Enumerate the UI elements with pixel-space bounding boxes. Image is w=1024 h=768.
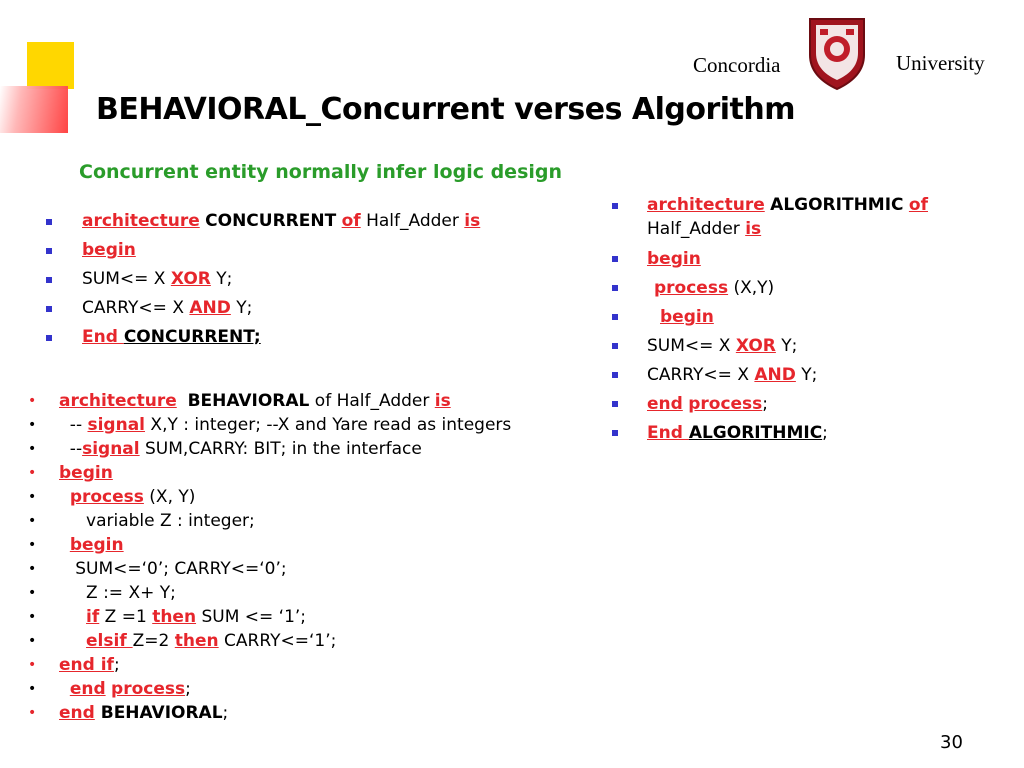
code-text: CARRY<= X [82,298,190,318]
keyword: is [464,211,481,231]
code-text: -- [59,439,83,459]
code-identifier: BEHAVIORAL [187,391,310,411]
keyword: architecture [647,195,765,215]
code-text: Y; [775,336,798,356]
code-line [59,557,511,581]
code-line [59,677,511,701]
code-identifier: CONCURRENT [205,211,337,231]
keyword: is [434,391,451,411]
keyword: end [69,679,106,699]
slide-subtitle: Concurrent entity normally infer logic design [79,161,563,183]
code-line [59,533,511,557]
keyword: end [647,394,683,414]
code-line [59,653,511,677]
code-text: of Half_Adder [309,391,435,411]
keyword: then [152,607,197,627]
university-crest-icon [806,15,868,91]
behavioral-code-list [59,389,511,725]
keyword: process [69,487,144,507]
code-text: ; [762,394,769,414]
code-line [647,361,987,390]
code-text [59,607,86,627]
code-text [59,679,70,699]
code-line [59,437,511,461]
keyword: AND [189,298,231,318]
code-identifier: ALGORITHMIC [688,423,823,443]
keyword: XOR [170,269,211,289]
code-line [59,605,511,629]
concurrent-code-list [82,207,480,352]
code-identifier: BEHAVIORAL [94,703,223,723]
code-line [82,265,480,294]
code-line [59,701,511,725]
code-text: CARRY<=‘1’; [218,631,337,651]
code-text: SUM <= ‘1’; [196,607,307,627]
code-text: Z := X+ Y; [59,583,176,603]
keyword: process [688,394,763,414]
code-text: Half_Adder [366,211,459,231]
code-text: ; [222,703,229,723]
code-text: SUM<= X [647,336,736,356]
brand-concordia: Concordia [693,53,781,77]
keyword: signal [82,439,140,459]
code-text: X,Y : integer; --X and Yare read as integers [145,415,512,435]
page-number: 30 [940,732,963,753]
code-text: Half_Adder [647,219,740,239]
code-text: ; [113,655,120,675]
code-line [647,274,987,303]
code-identifier: ALGORITHMIC [770,195,904,215]
brand-university: University [896,51,985,75]
code-text: Y; [210,269,233,289]
code-text: (X,Y) [728,278,775,298]
keyword: signal [87,415,146,435]
keyword: begin [69,535,124,555]
code-text: Z=2 [132,631,175,651]
algorithmic-code-list [647,192,987,448]
code-text: SUM<= X [82,269,171,289]
code-line [59,461,511,485]
keyword: End [82,327,124,347]
keyword: End [647,423,689,443]
code-text: Y; [795,365,818,385]
code-line [82,323,480,352]
code-line [82,207,480,236]
code-line [82,294,480,323]
code-text: SUM,CARRY: BIT; in the interface [139,439,422,459]
decorative-yellow-square [27,42,74,89]
keyword: begin [660,307,714,327]
keyword: process [111,679,186,699]
keyword: begin [647,249,701,269]
keyword: is [745,219,762,239]
code-line [647,419,987,448]
keyword: of [341,211,361,231]
slide-title: BEHAVIORAL_Concurrent verses Algorithm [96,92,795,127]
code-line [59,413,511,437]
code-line [647,303,987,332]
code-text: ; [822,423,828,443]
keyword: begin [82,240,136,260]
code-text: (X, Y) [143,487,196,507]
code-text: Y; [230,298,253,318]
code-line [59,389,511,413]
keyword: AND [754,365,796,385]
code-line [647,390,987,419]
keyword: of [908,195,928,215]
keyword: end if [59,655,114,675]
code-text: SUM<=‘0’; CARRY<=‘0’; [59,559,287,579]
code-line [59,509,511,533]
code-text: variable Z : integer; [59,511,255,531]
code-line [647,245,987,274]
keyword: then [174,631,219,651]
decorative-red-gradient-bar [0,86,68,133]
keyword: begin [59,463,113,483]
code-line [647,332,987,361]
code-identifier: CONCURRENT; [123,327,261,347]
code-text [59,487,70,507]
code-text: CARRY<= X [647,365,755,385]
keyword: elsif [86,631,133,651]
code-line [82,236,480,265]
keyword: if [86,607,100,627]
keyword: XOR [735,336,776,356]
keyword: end [59,703,95,723]
code-line [59,629,511,653]
code-text: Z =1 [99,607,153,627]
code-text: -- [59,415,88,435]
code-line [59,581,511,605]
code-line [59,485,511,509]
keyword: architecture [82,211,200,231]
code-text: ; [185,679,191,699]
keyword: architecture [59,391,177,411]
keyword: process [654,278,729,298]
code-text [59,631,86,651]
code-text [59,535,70,555]
code-line [647,192,987,245]
